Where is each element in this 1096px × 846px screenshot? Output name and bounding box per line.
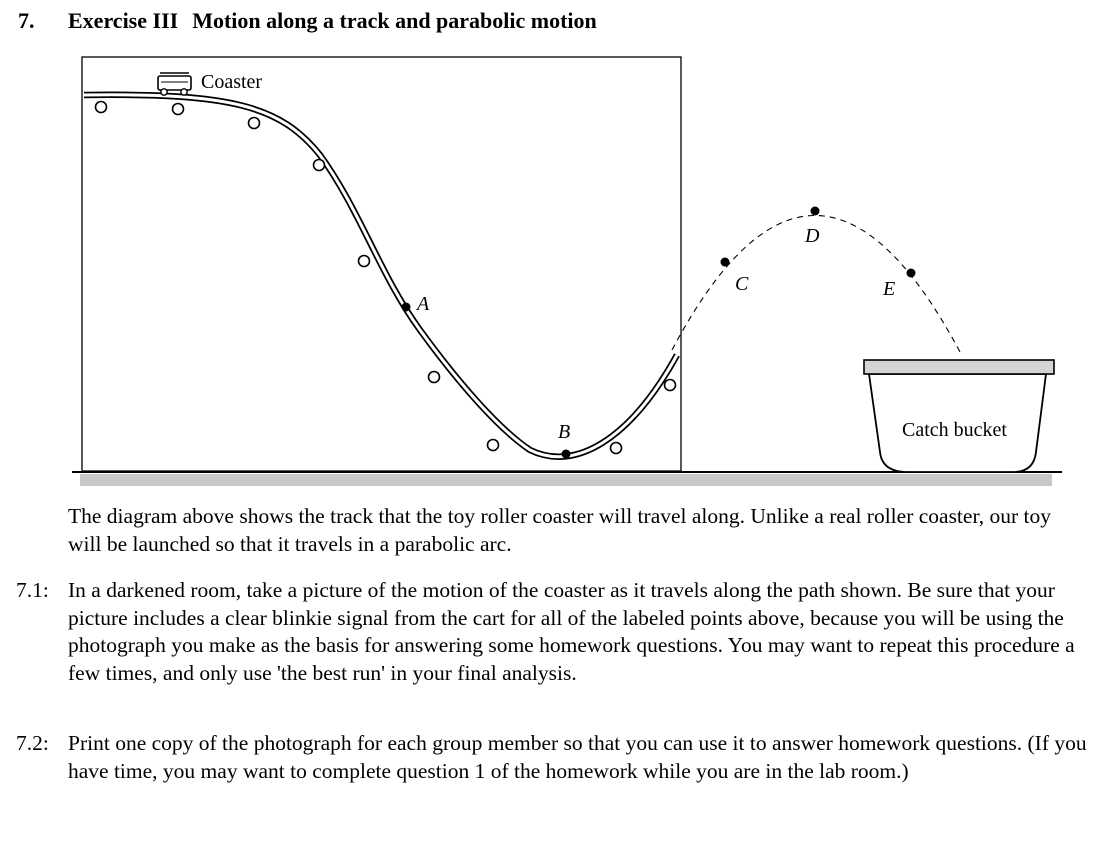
catch-bucket bbox=[864, 360, 1054, 472]
exercise-title: Motion along a track and parabolic motion bbox=[192, 8, 597, 33]
point-d-label: D bbox=[805, 225, 820, 247]
track-inner bbox=[84, 95, 677, 457]
step-text: In a darkened room, take a picture of the motion of the coaster as it travels along the path shown. Be sure that your picture includes a clear blinkie signal from the cart for all of the labeled points above, because you will be using the photograph you make as the basis for answering some homework questions. You may want to repeat this procedure a few times, and only use 'the best run' in your final analysis. bbox=[68, 578, 1075, 685]
blinkie-marker bbox=[96, 102, 107, 113]
coaster-label: Coaster bbox=[201, 71, 263, 93]
point-e-label: E bbox=[883, 278, 896, 300]
coaster-cart-icon bbox=[158, 73, 191, 95]
blinkie-marker bbox=[665, 380, 676, 391]
point-d-dot bbox=[811, 207, 820, 216]
bucket-label: Catch bucket bbox=[902, 419, 1007, 441]
point-a-dot bbox=[402, 303, 411, 312]
step-number: 7.2: bbox=[16, 731, 49, 755]
blinkie-marker bbox=[359, 256, 370, 267]
point-a-label: A bbox=[417, 293, 430, 315]
point-c-label: C bbox=[735, 273, 749, 295]
blinkie-marker bbox=[314, 160, 325, 171]
ground-shadow bbox=[80, 474, 1052, 486]
blinkie-marker bbox=[488, 440, 499, 451]
step-text: Print one copy of the photograph for each group member so that you can use it to answer homework questions. (If you have time, you may want to complete question 1 of the homework while you are in the lab room.) bbox=[68, 731, 1087, 783]
section-number: 7. bbox=[18, 8, 35, 33]
point-c-dot bbox=[721, 258, 730, 267]
step-7-2 bbox=[16, 730, 1091, 785]
point-b-label: B bbox=[558, 421, 571, 443]
blinkie-marker bbox=[173, 104, 184, 115]
blinkie-marker bbox=[611, 443, 622, 454]
step-7-1 bbox=[16, 577, 1091, 687]
exercise-label: Exercise III bbox=[68, 8, 179, 33]
labeled-points bbox=[402, 207, 916, 459]
blinkie-marker bbox=[429, 372, 440, 383]
point-e-dot bbox=[907, 269, 916, 278]
intro-paragraph: The diagram above shows the track that the toy roller coaster will travel along. Unlike a real roller coaster, our toy will be launched so that it travels in a parabolic arc. bbox=[68, 504, 1052, 556]
blinkie-marker bbox=[249, 118, 260, 129]
track-outer bbox=[84, 95, 677, 457]
point-b-dot bbox=[562, 450, 571, 459]
step-number: 7.1: bbox=[16, 578, 49, 602]
